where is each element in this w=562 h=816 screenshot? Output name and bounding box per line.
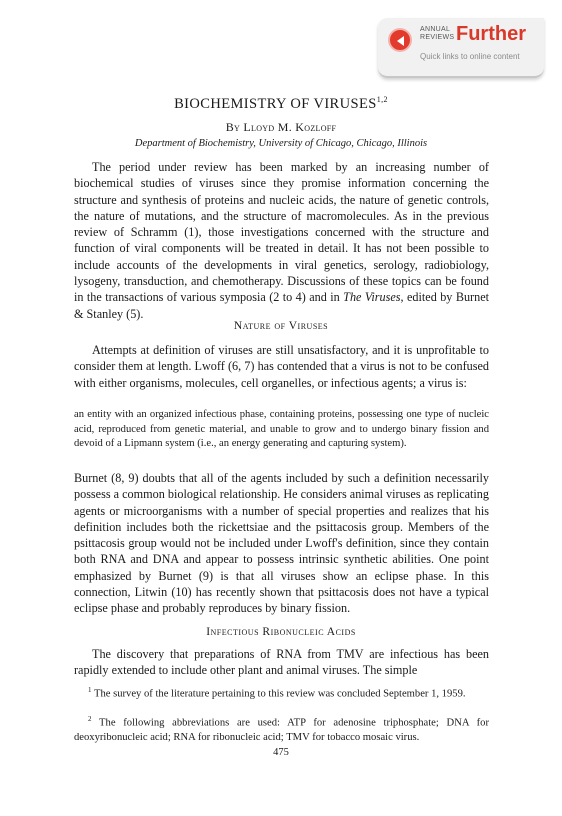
nature-paragraph-1: Attempts at definition of viruses are still unsatisfactory, and it is unprofitable to consider them at length. Lwoff (6, 7) has contended that a virus is not to be confused with either organisms, molecules, cell organelles, or infectious agents; a virus is: <box>74 343 489 390</box>
author-byline: By Lloyd M. Kozloff <box>225 120 337 134</box>
badge-publisher-line2: REVIEWS <box>420 34 455 41</box>
footnote-2-mark: 2 <box>88 715 92 723</box>
footnote-2-text: The following abbreviations are used: ATP for adenosine triphosphate; DNA for deoxyribonucleic acid; RNA for ribonucleic acid; TMV for tobacco mosaic virus. <box>74 717 489 744</box>
annual-reviews-further-badge[interactable] <box>378 18 544 78</box>
badge-subtitle: Quick links to online content <box>420 52 520 61</box>
author-affiliation: Department of Biochemistry, University of Chicago, Chicago, Illinois <box>134 138 428 149</box>
footnote-1-mark: 1 <box>88 686 92 694</box>
footnote-1 <box>74 683 489 702</box>
play-arrow-icon <box>388 28 412 52</box>
badge-publisher-line1: ANNUAL <box>420 26 451 33</box>
section-heading-rna: Infectious Ribonucleic Acids <box>206 626 356 638</box>
footnote-2 <box>74 712 489 746</box>
intro-paragraph <box>74 159 489 322</box>
badge-publisher <box>420 26 454 42</box>
page-number: 475 <box>273 747 289 758</box>
article-title <box>0 95 562 113</box>
lwoff-definition-quote: an entity with an organized infectious phase, containing proteins, possessing one type of nucleic acid, reproduced from genetic material, and unable to grow and to undergo binary fission and devoid of a Lipmann system (i.e., an energy generating and capturing system). <box>74 409 489 449</box>
intro-text-end: , edited by Burnet & Stanley (5). <box>74 290 489 321</box>
section-heading-nature: Nature of Viruses <box>233 320 329 332</box>
footnote-1-text: The survey of the literature pertaining to this review was concluded September 1, 1959. <box>93 688 466 700</box>
intro-text: The period under review has been marked by an increasing number of biochemical studies of viruses since they promise information concerning the structure and synthesis of proteins and nucleic acids, the nature of genetic controls, the nature of mutations, and the structure of macromolecules. As in the previous review of Schramm (1), those investigations concerned with the structure and function of viral components will be treated in detail. It has not been possible to include accounts of the developments in viral genetics, serology, radiobiology, lysogeny, transduction, and chemotherapy. Discussions of these topics can be found in the transactions of various symposia (2 to 4) and in <box>74 160 489 305</box>
intro-book-title: The Viruses <box>343 290 401 305</box>
rna-paragraph-1: The discovery that preparations of RNA from TMV are infectious has been rapidly extended to include other plant and animal viruses. The simple <box>74 647 489 678</box>
title-footnote-marks: 1,2 <box>376 95 388 104</box>
badge-brand: Further <box>456 23 526 45</box>
article-title-text: BIOCHEMISTRY OF VIRUSES <box>174 95 377 112</box>
nature-paragraph-2: Burnet (8, 9) doubts that all of the agents included by such a definition necessarily possess a common biological relationship. He considers animal viruses as replicating agents or microorganisms with a number of special properties and realizes that his definition includes both the rickettsiae and the psittacosis group. Members of the psittacosis group would not be included under Lwoff's definition, since they contain both RNA and DNA and appear to possess intrinsic synthetic abilities. One point emphasized by Burnet (9) is that all viruses show an eclipse phase. In this connection, Litwin (10) has recently shown that psittacosis does not have a typical eclipse phase and probably reproduces by binary fission. <box>74 471 489 616</box>
